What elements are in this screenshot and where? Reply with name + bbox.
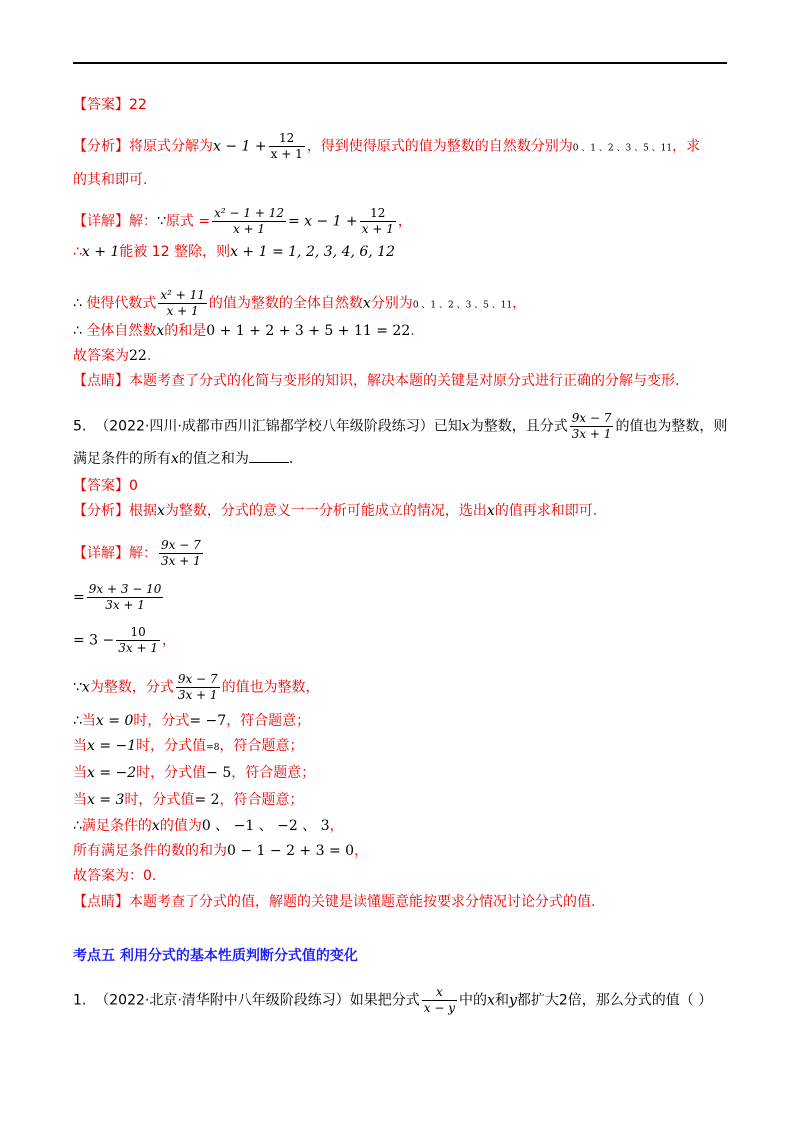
comment-label: 【点睛】 — [73, 894, 129, 910]
q5-case-1 — [73, 711, 310, 731]
analysis-text: 的值再求和即可. — [494, 503, 598, 519]
fraction-denominator: 3x + 1 — [177, 688, 218, 702]
detail-text: 分别为 — [370, 295, 413, 312]
punctuation: ， — [397, 213, 412, 230]
q5-detail — [73, 538, 205, 569]
detail-text: 当 — [73, 738, 87, 754]
detail-text: 所有满足条件的数的和为 — [73, 843, 227, 859]
math-var: x — [486, 503, 495, 519]
q5-comment — [73, 892, 595, 912]
question-text: 的值之和为 — [178, 451, 249, 467]
punctuation: ， — [329, 818, 344, 834]
detail-text: 原式 = — [165, 213, 211, 230]
q4-answer — [73, 95, 147, 115]
math-value: = −7 — [189, 713, 227, 729]
math-values: x + 1 = 1, 2, 3, 4, 6, 12 — [230, 244, 395, 260]
detail-text: 时，分式值 — [124, 792, 195, 808]
math-expr: = x − 1 + — [287, 213, 358, 230]
fraction — [87, 582, 164, 613]
therefore-symbol: ∴ — [73, 244, 82, 260]
analysis-text: 根据 — [129, 503, 157, 519]
fraction-denominator: 3x + 1 — [118, 641, 159, 655]
detail-text: ，符合题意； — [219, 792, 304, 808]
detail-text: 全体自然数 — [86, 323, 157, 339]
math-values: 0 、 −1 、 −2 、 3 — [201, 818, 330, 834]
section-title: 考点五 利用分式的基本性质判断分式值的变化 — [73, 948, 358, 964]
math-var: x — [157, 503, 165, 519]
math-value: = 2 — [194, 792, 220, 808]
therefore-symbol: ∴ — [73, 713, 82, 729]
detail-text: 的和是 — [164, 323, 207, 339]
fraction-numerator: x² + 11 — [160, 288, 205, 302]
detail-text: 能被 12 整除，则 — [119, 244, 231, 260]
detail-text: ，符合题意； — [226, 713, 311, 729]
fraction — [269, 131, 305, 162]
q5-step2 — [73, 625, 176, 656]
analysis-text: 为整数，分式的意义一一分析可能成立的情况，选出 — [164, 503, 487, 519]
therefore-symbol: ∴ — [73, 295, 82, 312]
math-expr: x = −1 — [87, 738, 137, 754]
q5-sum — [73, 841, 368, 861]
punctuation: . — [146, 348, 152, 364]
q5-step1 — [73, 582, 165, 613]
math-expr: x = −2 — [87, 765, 137, 781]
fraction-denominator: 3x + 1 — [571, 427, 612, 441]
header-rule — [73, 62, 727, 64]
math-value: 22 — [129, 348, 147, 364]
math-var: x — [151, 818, 160, 834]
math-value: − 5 — [206, 765, 232, 781]
q5-stem-cont — [73, 448, 293, 469]
detail-text: 的值也为整数， — [221, 679, 320, 696]
fraction-denominator: x + 1 — [232, 222, 266, 236]
q5-final — [73, 866, 156, 886]
therefore-symbol: ∴ — [73, 323, 82, 339]
math-var: x — [487, 992, 495, 1009]
q5-result — [73, 816, 344, 836]
q4-sum — [73, 321, 415, 341]
detail-text: 当 — [73, 792, 87, 808]
math-expr: x + 1 — [81, 244, 120, 260]
question-text: 为整数，且分式 — [469, 418, 568, 435]
fraction-numerator: x² − 1 + 12 — [214, 206, 284, 220]
math-expr: 0 + 1 + 2 + 3 + 5 + 11 = 22 — [206, 323, 411, 339]
analysis-text: 将原式分解为 — [129, 138, 213, 155]
detail-label: 【详解】 — [73, 545, 129, 562]
question-number: 1. — [73, 992, 87, 1009]
question-text: 中的 — [459, 992, 488, 1009]
detail-text: 使得代数式 — [86, 295, 157, 312]
detail-text: 为整数，分式 — [89, 679, 174, 696]
answer-label: 【答案】 — [73, 97, 129, 113]
because-symbol: ∵ — [157, 213, 166, 230]
answer-value: 22 — [129, 97, 147, 113]
fraction-denominator: x − y — [423, 1001, 456, 1015]
math-expr: x = 0 — [95, 713, 134, 729]
math-expr: x − 1 + — [213, 138, 267, 155]
q5-case-2 — [73, 736, 303, 758]
comment-text: 本题考查了分式的值，解题的关键是读懂题意能按要求分情况讨论分式的值. — [129, 894, 596, 910]
detail-text: 时，分式 — [133, 713, 190, 729]
detail-text: 故答案为 — [73, 348, 129, 364]
fraction-numerator: 12 — [269, 131, 305, 147]
answer-blank — [249, 448, 289, 463]
q5-analysis — [73, 501, 597, 521]
detail-text: 当 — [81, 713, 96, 729]
because-symbol: ∵ — [73, 679, 82, 696]
analysis-text: ，得到使得原式的值为整数的自然数分别为 — [306, 138, 573, 155]
math-expr: = — [73, 589, 85, 606]
fraction — [360, 206, 396, 237]
punctuation: . — [288, 451, 294, 467]
punctuation: ， — [162, 632, 177, 649]
math-values: 0 、1 、2 、3 、5 、11 — [572, 143, 673, 154]
q5-stem — [73, 411, 727, 442]
question-text: 和 — [494, 992, 509, 1009]
math-expr: 0 − 1 − 2 + 3 = 0 — [227, 843, 355, 859]
punctuation: ， — [354, 843, 369, 859]
math-expr: x = 3 — [87, 792, 125, 808]
math-var: y — [508, 992, 517, 1009]
fraction — [176, 672, 220, 703]
q4-final — [73, 346, 151, 366]
detail-text: 当 — [73, 765, 87, 781]
fraction-numerator: 9x + 3 − 10 — [88, 582, 162, 596]
math-var: x — [81, 679, 90, 696]
question-source: （2022·北京·清华附中八年级阶段练习）如果把分式 — [95, 992, 420, 1009]
analysis-label: 【分析】 — [73, 138, 129, 155]
fraction-numerator: 10 — [116, 625, 160, 641]
question-text: 的值也为整数，则 — [615, 418, 728, 435]
detail-text: 满足条件的 — [81, 818, 152, 834]
analysis-text: ，求 — [672, 138, 701, 155]
q4-comment — [73, 371, 679, 391]
analysis-label: 【分析】 — [73, 503, 129, 519]
fraction-numerator: 12 — [360, 206, 396, 222]
math-var: x — [171, 451, 179, 467]
fraction-denominator: x + 1 — [361, 222, 394, 236]
q5-case-4 — [73, 790, 304, 810]
fraction-numerator: 9x − 7 — [571, 411, 612, 425]
question-number: 5. — [73, 418, 87, 435]
fraction — [158, 288, 207, 319]
analysis-text: 的其和即可. — [73, 172, 148, 188]
fraction-numerator: 9x − 7 — [161, 538, 201, 552]
fraction-denominator: 3x + 1 — [105, 598, 145, 612]
math-values: 0 、1 、2 、3 、5 、11 — [412, 300, 513, 311]
math-var: x — [461, 418, 470, 435]
math-var: x — [156, 323, 165, 339]
comment-label: 【点睛】 — [73, 373, 129, 389]
fraction — [422, 985, 457, 1016]
detail-label: 【详解】 — [73, 213, 129, 230]
answer-value: 0 — [129, 478, 138, 494]
question-text: 满足条件的所有 — [73, 451, 171, 467]
fraction-numerator: 9x − 7 — [177, 672, 218, 686]
detail-text: 解： — [129, 213, 157, 230]
fraction — [159, 538, 203, 569]
detail-text: 时，分式值 — [136, 738, 207, 754]
q5-case-3 — [73, 763, 315, 783]
punctuation: . — [410, 323, 415, 339]
math-var: x — [362, 295, 371, 312]
detail-text: 的值为 — [159, 818, 202, 834]
detail-text: ，符合题意； — [231, 765, 316, 781]
math-expr: = 3 − — [73, 632, 115, 649]
q5-answer — [73, 476, 138, 496]
q4-divisible — [73, 242, 395, 262]
punctuation: ， — [512, 295, 527, 312]
fraction-denominator: x + 1 — [166, 304, 199, 318]
detail-text: 时，分式值 — [136, 765, 207, 781]
q5-condition — [73, 672, 320, 703]
fraction-numerator: x — [422, 985, 457, 1001]
fraction — [116, 625, 160, 656]
fraction — [570, 411, 614, 442]
q4-detail — [73, 206, 412, 237]
comment-text: 本题考查了分式的化简与变形的知识，解决本题的关键是对原分式进行正确的分解与变形. — [129, 373, 680, 389]
detail-text: 解： — [129, 545, 157, 562]
q4-analysis — [73, 131, 700, 162]
detail-text: ，符合题意； — [219, 738, 304, 754]
question-source: （2022·四川·成都市西川汇锦都学校八年级阶段练习）已知 — [95, 418, 462, 435]
q1-stem — [73, 985, 712, 1016]
fraction-denominator: 3x + 1 — [161, 554, 201, 568]
detail-text: 故答案为：0. — [73, 868, 157, 884]
fraction-denominator: x + 1 — [270, 147, 303, 161]
detail-text: 的值为整数的全体自然数 — [208, 295, 363, 312]
answer-label: 【答案】 — [73, 478, 129, 494]
therefore-symbol: ∴ — [73, 818, 82, 834]
math-value: =8 — [206, 743, 220, 753]
question-text: 都扩大2倍，那么分式的值（ ） — [516, 992, 713, 1009]
fraction — [212, 206, 286, 237]
q4-analysis-cont — [73, 170, 147, 190]
q4-natural — [73, 288, 526, 319]
